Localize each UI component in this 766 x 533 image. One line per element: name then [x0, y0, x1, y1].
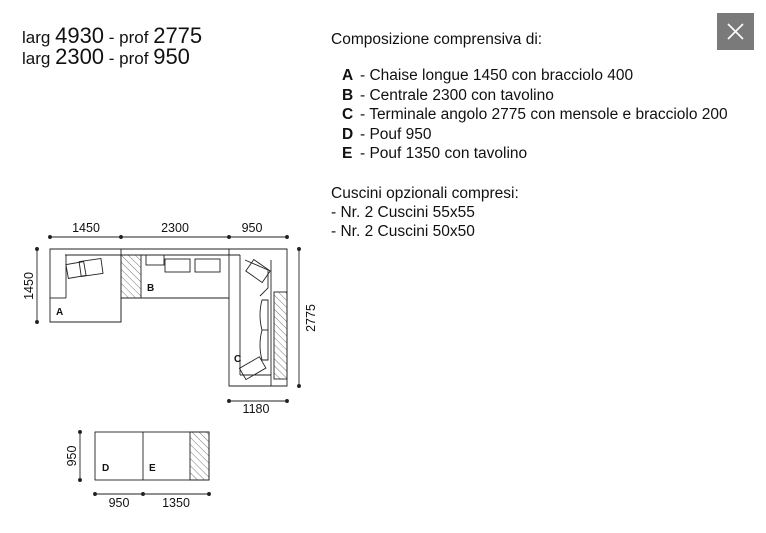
corner-module — [239, 255, 271, 386]
pouf-dim-bottom-1: 950 — [108, 496, 130, 510]
part-text: - Chaise longue 1450 con bracciolo 400 — [360, 67, 634, 84]
list-item: - Nr. 2 Cuscini 50x50 — [331, 222, 475, 240]
pouf-table — [190, 432, 209, 480]
part-text: - Pouf 950 — [360, 125, 432, 143]
cushion — [195, 259, 220, 272]
depth-value: 950 — [153, 44, 190, 69]
part-letter: C — [342, 106, 354, 123]
label-e: E — [149, 463, 156, 474]
right-dimension-line — [298, 248, 301, 388]
width-label: larg — [22, 28, 51, 47]
width-value: 2300 — [55, 44, 105, 69]
label-a: A — [56, 307, 64, 318]
part-letter: E — [342, 145, 353, 162]
dim-left: 1450 — [22, 272, 36, 300]
dim-top-2: 2300 — [161, 221, 189, 235]
width-value: 4930 — [55, 23, 105, 48]
pouf-dim-left: 950 — [65, 445, 79, 467]
part-letter: A — [342, 67, 354, 84]
top-dimension-line — [49, 236, 289, 239]
width-label: larg — [22, 49, 51, 68]
part-letter: B — [342, 86, 354, 104]
dim-right: 2775 — [304, 304, 318, 332]
part-text: - Centrale 2300 con tavolino — [360, 86, 554, 104]
dim-top-1: 1450 — [72, 221, 100, 235]
cushions-title: Cuscini opzionali compresi: — [331, 184, 519, 202]
part-letter: D — [342, 125, 354, 143]
label-b: B — [147, 283, 155, 294]
pouf-dim-bottom-2: 1350 — [162, 496, 190, 510]
depth-label: - prof — [108, 49, 149, 68]
label-c: C — [234, 354, 242, 365]
depth-label: - prof — [108, 28, 149, 47]
cushion — [246, 260, 270, 283]
label-d: D — [102, 463, 110, 474]
cushion — [146, 255, 164, 265]
cushion — [79, 259, 103, 277]
side-table-b — [121, 255, 141, 298]
dim-top-3: 950 — [241, 221, 263, 235]
depth-value: 2775 — [153, 23, 203, 48]
list-item: - Nr. 2 Cuscini 55x55 — [331, 203, 475, 221]
part-text: - Pouf 1350 con tavolino — [360, 145, 528, 162]
composition-title: Composizione comprensiva di: — [331, 31, 543, 48]
dim-bottom: 1180 — [242, 402, 270, 416]
part-text: - Terminale angolo 2775 con mensole e bracciolo 200 — [360, 106, 728, 123]
cushion — [165, 259, 190, 272]
sofa-outline — [50, 249, 287, 386]
shelf — [274, 292, 287, 379]
